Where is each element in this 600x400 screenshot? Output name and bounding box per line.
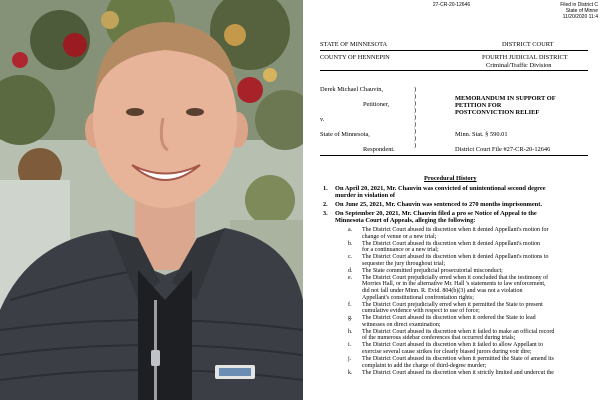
versus: v.	[320, 116, 325, 123]
sub-item-line: change of venue or a new trial;	[362, 233, 437, 240]
sub-item-text	[362, 275, 584, 301]
sub-item-line: The District Court abused its discretion when it failed to allow Appellant to	[362, 342, 543, 349]
sub-item	[348, 302, 588, 315]
memo-title-line: PETITION FOR	[455, 102, 502, 109]
sub-item-letter: d.	[348, 267, 353, 274]
sub-item-letter: g.	[348, 315, 353, 322]
sub-item-text	[362, 370, 584, 377]
sub-item-line: The District Court prejudicially erred when it concluded that the testimony of	[362, 274, 549, 281]
court-document	[303, 0, 600, 400]
sub-item	[348, 329, 588, 342]
header-case-number: 27-CR-20-12646	[432, 2, 471, 8]
filed-stamp-line: 11/20/2020 11:4	[562, 14, 598, 20]
sub-item-line: The District Court abused its discretion when it denied Appellant's motions to	[362, 254, 549, 261]
court-type: DISTRICT COURT	[502, 41, 554, 48]
sub-item-line: Morries Hall, or in the alternative Mr. Hall 's statements to law enforcement,	[362, 281, 546, 288]
petitioner-name: Derek Michael Chauvin,	[320, 86, 383, 93]
caption-parens: ) ) ) ) ) ) ) ) )	[414, 86, 417, 149]
sub-item-line: The District Court abused its discretion when it strictly limited and undercut the	[362, 369, 554, 376]
sub-item-text	[362, 342, 584, 355]
list-item-line: Minnesota Court of Appeals, alleging the following:	[335, 217, 476, 224]
sub-item-line: witnesses on direct examination;	[362, 321, 441, 328]
section-heading: Procedural History	[424, 175, 477, 182]
sub-item-letter: c.	[348, 254, 353, 261]
sub-item	[348, 254, 588, 267]
sub-item-letter: j.	[348, 356, 352, 362]
sub-item-text	[362, 315, 584, 328]
filed-stamp-line: State of Minne	[565, 8, 598, 14]
sub-item-line: The District Court abused its discretion when it ordered the State to lead	[362, 315, 536, 322]
court-file-number: District Court File #27-CR-20-12646	[455, 146, 551, 153]
sub-item-text	[362, 329, 584, 342]
sub-item	[348, 241, 588, 254]
sub-item-text	[362, 241, 584, 254]
filed-stamp-line: Filed in District C	[560, 2, 598, 8]
sub-item-line: The District Court abused its discretion when it denied Appellant's motion for	[362, 227, 549, 233]
filed-stamp	[538, 2, 598, 20]
list-item-line: On June 25, 2021, Mr. Chauvin was sentenced to 270 months imprisonment.	[335, 201, 542, 208]
sub-item-line: The State committed prejudicial prosecutorial misconduct;	[362, 267, 503, 274]
divider	[320, 155, 588, 156]
statute: Minn. Stat. § 590.01	[455, 131, 508, 138]
sub-item-text	[362, 227, 584, 240]
sub-item-line: sequester the jury throughout trial;	[362, 260, 445, 267]
sub-item-line: did not fall under Minn. R. Evid. 804(b)(3) and was not a violation	[362, 287, 523, 294]
sub-item-line: The District Court abused its discretion when it denied Appellant's motion	[362, 240, 541, 247]
sub-item-line: The District Court abused its discretion when it permitted the State of amend its	[362, 356, 554, 362]
sub-item-letter: h.	[348, 328, 353, 335]
court-state: STATE OF MINNESOTA	[320, 41, 388, 48]
sub-item-text	[362, 254, 584, 267]
sub-item-line: of the numerous sidebar conferences that occurred during trials;	[362, 335, 516, 342]
list-item-number: 1.	[323, 185, 328, 192]
list-item-number: 3.	[323, 210, 328, 217]
sub-item-line: The District Court prejudicially erred when it permitted the State to present	[362, 301, 543, 308]
sub-item-line: complaint to add the charge of third-degree murder;	[362, 362, 487, 369]
respondent-role: Respondent.	[363, 146, 395, 153]
sub-item-line: for a continuance or a new trial;	[362, 247, 439, 254]
sub-item-text	[362, 268, 584, 275]
court-county: COUNTY OF HENNEPIN	[320, 54, 390, 61]
list-item-line: On April 20, 2021, Mr. Chauvin was convicted of unintentional second degree	[335, 185, 546, 192]
sub-item-letter: a.	[348, 227, 353, 233]
sub-item-letter: i.	[348, 342, 352, 349]
list-item-number: 2.	[323, 201, 328, 208]
divider	[320, 70, 588, 71]
sub-item-line: cumulative evidence with respect to use of force;	[362, 308, 480, 315]
list-item-line: On September 20, 2021, Mr. Chauvin filed a pro se Notice of Appeal to the	[335, 210, 537, 217]
respondent-name: State of Minnesota,	[320, 131, 370, 138]
sub-item-text	[362, 356, 584, 369]
sub-item-line: exercise several cause strikes for clearly biased jurors during voir dire;	[362, 348, 532, 355]
sub-item	[348, 227, 588, 240]
petitioner-role: Petitioner,	[363, 101, 390, 108]
sub-item	[348, 356, 588, 369]
memo-title-line: MEMORANDUM IN SUPPORT OF	[455, 95, 556, 102]
sub-item	[348, 370, 588, 377]
sub-item	[348, 268, 588, 275]
sub-item-letter: e.	[348, 274, 353, 281]
sub-item-text	[362, 302, 584, 315]
sub-item-line: The District Court abused its discretion when it failed to make an official record	[362, 328, 555, 335]
sub-item-letter: b.	[348, 240, 353, 247]
sub-item-line: Appellant's constitutional confrontation rights;	[362, 294, 474, 301]
court-district: FOURTH JUDICIAL DISTRICT	[482, 54, 568, 61]
sub-item	[348, 315, 588, 328]
sub-item-letter: f.	[348, 301, 352, 308]
sub-item-letter: k.	[348, 369, 353, 376]
sub-item	[348, 275, 588, 301]
memo-title-line: POSTCONVICTION RELIEF	[455, 109, 540, 116]
divider	[320, 50, 588, 51]
court-division: Criminal/Traffic Division	[486, 62, 552, 69]
sub-item	[348, 342, 588, 355]
list-item-line: murder in violation of	[335, 192, 396, 199]
